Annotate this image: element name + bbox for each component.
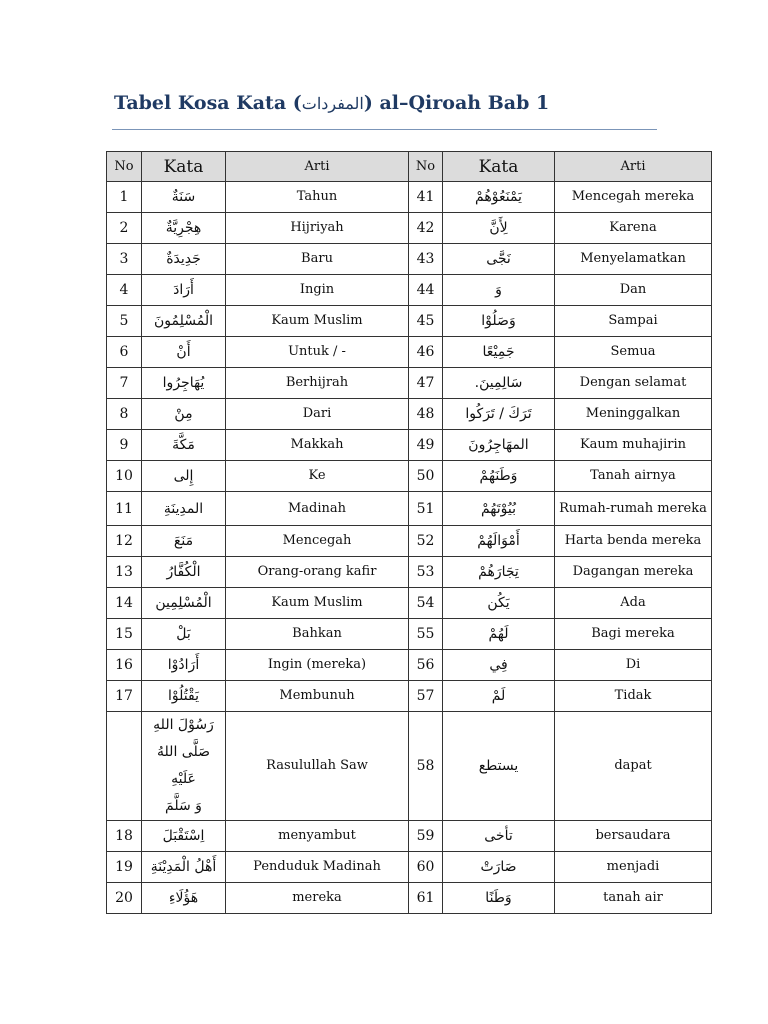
cell-no: 20 — [107, 883, 142, 914]
cell-arti: mereka — [226, 883, 409, 914]
header-no-left: No — [107, 152, 142, 182]
cell-kata: سَالِمِينَ. — [443, 368, 555, 399]
cell-no: 14 — [107, 588, 142, 619]
cell-arti: Tidak — [555, 681, 712, 712]
cell-no — [107, 712, 142, 821]
header-kata-right: Kata — [443, 152, 555, 182]
header-arti-left: Arti — [226, 152, 409, 182]
table-row — [107, 430, 712, 461]
cell-no: 45 — [409, 306, 443, 337]
cell-arti: Dari — [226, 399, 409, 430]
cell-no: 10 — [107, 461, 142, 492]
table-row — [107, 461, 712, 492]
cell-no: 46 — [409, 337, 443, 368]
cell-kata: يستطع — [443, 712, 555, 821]
cell-no: 9 — [107, 430, 142, 461]
cell-arti: Ke — [226, 461, 409, 492]
cell-arti: Mencegah — [226, 526, 409, 557]
cell-arti: Ingin (mereka) — [226, 650, 409, 681]
cell-kata: أَرَادُوْا — [142, 650, 226, 681]
cell-kata: مِنْ — [142, 399, 226, 430]
table-row — [107, 650, 712, 681]
cell-no: 13 — [107, 557, 142, 588]
cell-no: 60 — [409, 852, 443, 883]
cell-kata: هِجْرِيَّةٌ — [142, 213, 226, 244]
cell-kata: اِسْتَقْبَلَ — [142, 821, 226, 852]
cell-kata: يَمْنَعُوْهُمْ — [443, 182, 555, 213]
header-arti-right: Arti — [555, 152, 712, 182]
cell-no: 41 — [409, 182, 443, 213]
cell-kata: وَطَنَهُمْ — [443, 461, 555, 492]
table-row — [107, 588, 712, 619]
table-row — [107, 712, 712, 821]
cell-arti: Kaum Muslim — [226, 306, 409, 337]
table-row — [107, 883, 712, 914]
cell-no: 16 — [107, 650, 142, 681]
table-row — [107, 368, 712, 399]
table-row — [107, 182, 712, 213]
cell-no: 48 — [409, 399, 443, 430]
cell-arti: Sampai — [555, 306, 712, 337]
cell-arti: Dan — [555, 275, 712, 306]
cell-kata: مَكَّةَ — [142, 430, 226, 461]
cell-arti: tanah air — [555, 883, 712, 914]
cell-kata: إِلى — [142, 461, 226, 492]
cell-kata: جَمِيْعًا — [443, 337, 555, 368]
cell-no: 5 — [107, 306, 142, 337]
cell-arti: Baru — [226, 244, 409, 275]
cell-no: 55 — [409, 619, 443, 650]
cell-kata: أَهْلُ الْمَدِيْنَةِ — [142, 852, 226, 883]
cell-arti: Makkah — [226, 430, 409, 461]
cell-kata: الْمُسْلِمُونَ — [142, 306, 226, 337]
cell-arti: Mencegah mereka — [555, 182, 712, 213]
cell-kata: صَارَتْ — [443, 852, 555, 883]
title-suffix: ) al–Qiroah Bab 1 — [363, 92, 550, 114]
table-row — [107, 821, 712, 852]
cell-no: 50 — [409, 461, 443, 492]
cell-kata — [142, 712, 226, 821]
table-row — [107, 526, 712, 557]
cell-kata: الْمُسْلِمِين — [142, 588, 226, 619]
table-row — [107, 399, 712, 430]
cell-arti: Orang-orang kafir — [226, 557, 409, 588]
header-no-right: No — [409, 152, 443, 182]
cell-arti: Tahun — [226, 182, 409, 213]
title-prefix: Tabel Kosa Kata ( — [114, 92, 302, 114]
cell-no: 8 — [107, 399, 142, 430]
cell-arti: Untuk / - — [226, 337, 409, 368]
cell-no: 61 — [409, 883, 443, 914]
cell-arti: Dengan selamat — [555, 368, 712, 399]
cell-kata: الْكُفَّارُ — [142, 557, 226, 588]
table-header-row — [107, 152, 712, 182]
cell-no: 57 — [409, 681, 443, 712]
table-row — [107, 681, 712, 712]
cell-kata: يَكُن — [443, 588, 555, 619]
cell-kata: لَمْ — [443, 681, 555, 712]
cell-arti: Harta benda mereka — [555, 526, 712, 557]
cell-no: 51 — [409, 492, 443, 526]
table-row — [107, 492, 712, 526]
table-row — [107, 213, 712, 244]
header-kata-left: Kata — [142, 152, 226, 182]
cell-kata-line: صَلَّى اللهُ عَلَيْهِ — [157, 744, 210, 787]
cell-no: 15 — [107, 619, 142, 650]
cell-no: 4 — [107, 275, 142, 306]
cell-no: 17 — [107, 681, 142, 712]
cell-arti: menyambut — [226, 821, 409, 852]
cell-kata: أَرَادَ — [142, 275, 226, 306]
cell-no: 42 — [409, 213, 443, 244]
cell-kata: بُيُوْتَهُمْ — [443, 492, 555, 526]
title-underline — [112, 129, 657, 130]
cell-kata: المهَاجِرُونَ — [443, 430, 555, 461]
cell-kata: سَنَةٌ — [142, 182, 226, 213]
cell-arti: Ada — [555, 588, 712, 619]
cell-arti: Tanah airnya — [555, 461, 712, 492]
vocabulary-table — [106, 151, 712, 914]
cell-arti: Membunuh — [226, 681, 409, 712]
cell-no: 59 — [409, 821, 443, 852]
cell-no: 49 — [409, 430, 443, 461]
page-title — [114, 92, 549, 114]
cell-kata: تَرَكَ / تَرَكُوا — [443, 399, 555, 430]
cell-kata: المدِينَةِ — [142, 492, 226, 526]
cell-kata: بَلْ — [142, 619, 226, 650]
cell-arti: Berhijrah — [226, 368, 409, 399]
cell-arti: Semua — [555, 337, 712, 368]
table-row — [107, 275, 712, 306]
cell-arti: Ingin — [226, 275, 409, 306]
cell-no: 12 — [107, 526, 142, 557]
cell-kata: جَدِيدَةٌ — [142, 244, 226, 275]
cell-no: 18 — [107, 821, 142, 852]
cell-kata: أَنْ — [142, 337, 226, 368]
cell-no: 58 — [409, 712, 443, 821]
table-row — [107, 244, 712, 275]
cell-arti: Penduduk Madinah — [226, 852, 409, 883]
table-row — [107, 337, 712, 368]
cell-arti: Dagangan mereka — [555, 557, 712, 588]
table-row — [107, 619, 712, 650]
cell-no: 3 — [107, 244, 142, 275]
cell-no: 47 — [409, 368, 443, 399]
cell-kata: لَهُمْ — [443, 619, 555, 650]
table-row — [107, 306, 712, 337]
table-body — [107, 182, 712, 914]
cell-kata: وَطَنًا — [443, 883, 555, 914]
cell-no: 53 — [409, 557, 443, 588]
cell-kata-line: رَسُوْلَ اللهِ — [153, 717, 214, 733]
cell-arti: Rumah-rumah mereka — [555, 492, 712, 526]
cell-kata: لِأَنَّ — [443, 213, 555, 244]
cell-kata: وَصَلُوْا — [443, 306, 555, 337]
cell-kata: وَ — [443, 275, 555, 306]
cell-kata: تأخى — [443, 821, 555, 852]
cell-no: 44 — [409, 275, 443, 306]
cell-arti: Bahkan — [226, 619, 409, 650]
table-row — [107, 557, 712, 588]
cell-arti: Karena — [555, 213, 712, 244]
cell-kata: مَنَعَ — [142, 526, 226, 557]
cell-kata-line: وَ سَلَّمَ — [165, 798, 202, 814]
cell-no: 56 — [409, 650, 443, 681]
cell-arti: Rasulullah Saw — [226, 712, 409, 821]
cell-no: 2 — [107, 213, 142, 244]
cell-arti: menjadi — [555, 852, 712, 883]
cell-arti: Kaum muhajirin — [555, 430, 712, 461]
cell-kata: أَمْوَالَهُمْ — [443, 526, 555, 557]
cell-no: 54 — [409, 588, 443, 619]
cell-arti: Di — [555, 650, 712, 681]
cell-no: 52 — [409, 526, 443, 557]
cell-kata: فِي — [443, 650, 555, 681]
cell-arti: bersaudara — [555, 821, 712, 852]
cell-arti: Menyelamatkan — [555, 244, 712, 275]
cell-no: 43 — [409, 244, 443, 275]
cell-kata: تِجَارَهُمْ — [443, 557, 555, 588]
cell-kata: نَجَّى — [443, 244, 555, 275]
cell-kata: هَؤُلَاءِ — [142, 883, 226, 914]
cell-no: 1 — [107, 182, 142, 213]
cell-arti: Hijriyah — [226, 213, 409, 244]
cell-kata: يُهَاجِرُوا — [142, 368, 226, 399]
table-row — [107, 852, 712, 883]
cell-no: 19 — [107, 852, 142, 883]
cell-arti: Meninggalkan — [555, 399, 712, 430]
cell-arti: Madinah — [226, 492, 409, 526]
title-arabic: المفردات — [301, 94, 364, 113]
cell-no: 11 — [107, 492, 142, 526]
cell-no: 6 — [107, 337, 142, 368]
cell-no: 7 — [107, 368, 142, 399]
cell-arti: Kaum Muslim — [226, 588, 409, 619]
cell-arti: dapat — [555, 712, 712, 821]
cell-kata: يَقْتُلُوْا — [142, 681, 226, 712]
cell-arti: Bagi mereka — [555, 619, 712, 650]
